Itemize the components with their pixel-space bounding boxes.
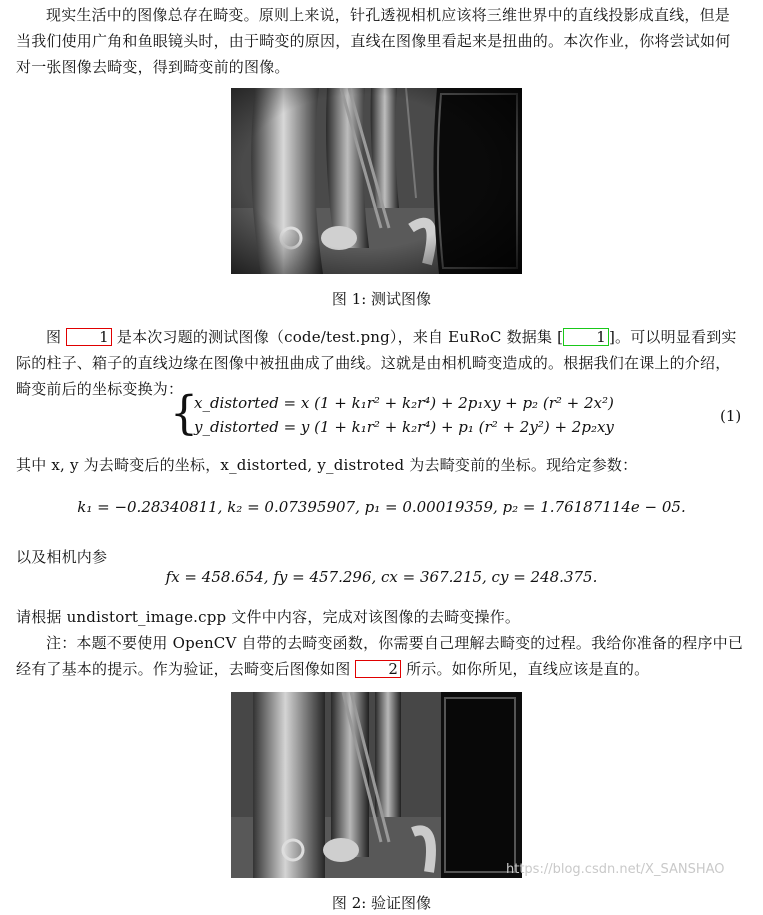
verification-image bbox=[231, 692, 522, 878]
paragraph-5: 请根据 undistort_image.cpp 文件中内容，完成对该图像的去畸变操作。 bbox=[16, 608, 521, 626]
paragraph-6: 注：本题不要使用 OpenCV 自带的去畸变函数，你需要自己理解去畸变的过程。我给你准备的程序中已经有了基本的提示。作为验证，去畸变后图像如图 2 所示。如你所见，直线应该是直的。 bbox=[16, 634, 744, 678]
figure-ref-link[interactable]: 1 bbox=[66, 328, 112, 346]
equation-number: (1) bbox=[720, 407, 742, 425]
paragraph-3: 其中 x, y 为去畸变后的坐标，x_distorted, y_distroted 为去畸变前的坐标。现给定参数： bbox=[16, 456, 638, 474]
equation-brace: { bbox=[170, 386, 198, 441]
distortion-parameters: k₁ = −0.28340811, k₂ = 0.07395907, p₁ = 0.00019359, p₂ = 1.76187114e − 05. bbox=[77, 498, 686, 516]
equation-line-2: y_distorted = y (1 + k₁r² + k₂r⁴) + p₁ (r² + 2y²) + 2p₂xy bbox=[194, 418, 614, 436]
figure1-caption: 图 1: 测试图像 bbox=[331, 290, 432, 308]
citation-link[interactable]: 1 bbox=[563, 328, 609, 346]
intro-paragraph: 现实生活中的图像总存在畸变。原则上来说，针孔透视相机应该将三维世界中的直线投影成直线，但是当我们使用广角和鱼眼镜头时，由于畸变的原因，直线在图像里看起来是扭曲的。本次作业，你将尝试如何对一张图像去畸变，得到畸变前的图像。 bbox=[16, 6, 731, 76]
paragraph-4: 以及相机内参 bbox=[16, 548, 108, 566]
test-image bbox=[231, 88, 522, 274]
watermark-text: https://blog.csdn.net/X_SANSHAO bbox=[506, 862, 725, 877]
distortion-equation bbox=[170, 386, 730, 442]
industrial-scene-distorted bbox=[231, 88, 522, 274]
industrial-scene-undistorted bbox=[231, 692, 522, 878]
figure2-caption: 图 2: 验证图像 bbox=[331, 894, 432, 912]
figure-ref-link-2[interactable]: 2 bbox=[355, 660, 401, 678]
equation-line-1: x_distorted = x (1 + k₁r² + k₂r⁴) + 2p₁xy + p₂ (r² + 2x²) bbox=[194, 394, 614, 412]
camera-intrinsics: fx = 458.654, fy = 457.296, cx = 367.215, cy = 248.375. bbox=[165, 568, 598, 586]
paragraph-2: 图 1 是本次习题的测试图像（code/test.png），来自 EuRoC 数据集 [ 1 ]。可以明显看到实际的柱子、箱子的直线边缘在图像中被扭曲成了曲线。这就是由相机畸变造成的。根据我们在课上的介绍，畸变前后的坐标变换为： bbox=[16, 328, 737, 398]
